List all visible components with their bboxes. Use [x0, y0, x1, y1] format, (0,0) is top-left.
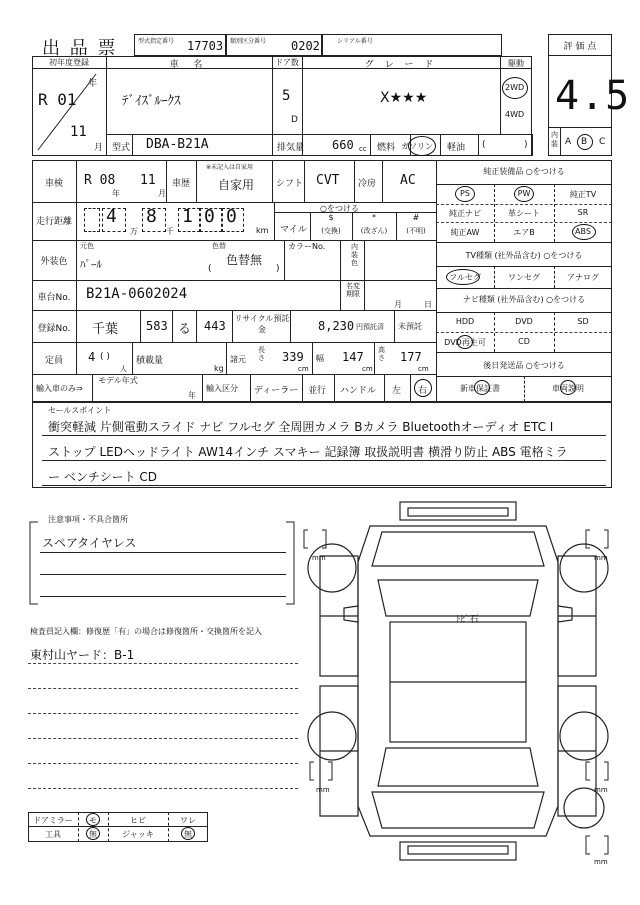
fuel-diesel: 軽油 — [447, 143, 466, 153]
import-label: 輸入車のみ⇒ — [36, 384, 83, 393]
mileage-digit-3: 8 — [146, 206, 157, 227]
shaken-year-unit: 年 — [112, 189, 120, 198]
notes-label: 注意事項・不具合箇所 — [48, 515, 128, 524]
interior-b: B — [581, 137, 588, 147]
tools-label: 工具 — [45, 830, 61, 839]
equip-abs-circle — [572, 224, 596, 240]
color-paren-close: ) — [276, 264, 280, 274]
class-no-box — [226, 34, 322, 56]
fuel-gasoline: ガソリン — [401, 142, 433, 151]
tv-fullseg-circle — [446, 269, 480, 285]
mileage-man: 万 — [130, 227, 138, 236]
replace-star: * — [372, 213, 376, 222]
first-reg-slash — [32, 68, 106, 156]
class-no-value: 0202 — [291, 39, 320, 53]
tools-value: 無 — [89, 830, 97, 839]
replace-star-sub: (改ざん) — [360, 227, 388, 235]
equip-tv: 純正TV — [569, 190, 597, 199]
inspector-label: 検査員記入欄：修復歴「有」の場合は修復箇所・交換箇所を記入 — [30, 627, 262, 636]
jack-label: ジャッキ — [122, 830, 154, 839]
interior-color-label: 内装色 — [351, 243, 358, 267]
equip-leather: 革シート — [508, 209, 540, 218]
later-warranty-circle — [474, 380, 490, 395]
equip-navi: 純正ナビ — [449, 209, 481, 218]
car-damage-diagram — [300, 496, 630, 896]
mirror-crack-label: ヒビ — [130, 816, 146, 825]
frame-label: 車台No. — [37, 293, 71, 303]
height-value: 177 — [400, 350, 422, 364]
mirror-break-label: ワレ — [180, 816, 196, 825]
recycle-label: リサイクル預託金 — [234, 314, 290, 334]
displacement-label: 排気量 — [277, 143, 305, 153]
equip-pw-circle — [514, 186, 534, 202]
length-unit: cm — [298, 365, 309, 373]
inspector-text: 東村山ヤード：B-1 — [30, 648, 135, 662]
height-unit: cm — [418, 365, 429, 373]
handle-right: 右 — [418, 386, 428, 396]
handle-right-circle — [414, 379, 432, 397]
recycle-none: 未預託 — [398, 322, 422, 331]
serial-box — [322, 34, 502, 56]
drive-2wd-circle — [502, 77, 528, 99]
import-parallel: 並行 — [308, 386, 327, 396]
notes-bracket — [28, 518, 298, 608]
displacement-value: 660 — [332, 138, 354, 152]
handle-label: ハンドル — [340, 386, 377, 396]
replace-hash-sub: (不明) — [406, 227, 426, 235]
navi-dvd: DVD — [515, 317, 533, 326]
later-manual: 車両説明 — [552, 384, 584, 393]
shaken-era: R 08 — [84, 173, 116, 188]
mile-label: マイル — [280, 225, 307, 235]
navi-hdd: HDD — [455, 317, 475, 326]
color-paren-open: ( — [208, 264, 212, 274]
tread-mm-front-right: mm — [594, 554, 608, 562]
capacity-value: 4 — [88, 350, 96, 364]
equip-sr: SR — [577, 208, 589, 217]
car-name-value: ﾃﾞｲｽﾞﾙｰｸｽ — [122, 94, 181, 109]
first-reg-month: 11 — [70, 124, 87, 140]
color-change-label: 色替 — [212, 242, 226, 250]
equip-aw: 純正AW — [450, 228, 480, 237]
mileage-digit-6: 0 — [226, 206, 237, 227]
drive-label: 駆動 — [508, 59, 524, 68]
width-value: 147 — [342, 350, 364, 364]
interior-score-label: 内装 — [551, 131, 558, 148]
car-name-label: 車 名 — [169, 60, 209, 70]
class-no-label: 類別区分番号 — [230, 38, 267, 45]
history-note: ※未記入は自家用 — [206, 164, 254, 171]
width-unit: cm — [362, 365, 373, 373]
navi-sd: SD — [577, 317, 589, 326]
navi-cd: CD — [518, 337, 530, 346]
tv-oneseg: ワンセグ — [508, 273, 540, 282]
fuel-paren-close: ) — [524, 140, 528, 150]
later-manual-circle — [560, 380, 576, 395]
grade-value: X★★★ — [380, 90, 428, 106]
length-label: 長さ — [258, 346, 265, 362]
dims-label: 諸元 — [230, 355, 246, 364]
mileage-digit-5: 0 — [204, 206, 215, 227]
later-header: 後日発送品 ○をつける — [483, 361, 565, 370]
shaken-label: 車検 — [44, 179, 63, 189]
import-dealer: ディーラー — [254, 386, 299, 396]
damage-mark-chip: ﾄﾋﾞ石 — [456, 615, 479, 625]
replace-header: ○をつける — [320, 204, 359, 213]
mirror-motor: モ — [89, 816, 97, 825]
door-type: D — [291, 115, 298, 125]
jack-value: 無 — [184, 830, 192, 839]
model-no-value: 17703 — [187, 39, 224, 53]
mirror-motor-circle — [86, 813, 100, 826]
replace-dollar: $ — [328, 213, 334, 222]
history-label: 車歴 — [172, 179, 191, 189]
reg-num: 443 — [204, 319, 226, 333]
equip-pw: PW — [517, 189, 531, 198]
name-change-month: 月 — [394, 300, 402, 309]
first-reg-year-unit: 年 — [88, 79, 98, 89]
model-year-label: モデル年式 — [98, 376, 138, 385]
capacity-label: 定員 — [44, 356, 63, 366]
color-no-label: カラーNo. — [288, 242, 326, 251]
recycle-value: 8,230 — [318, 319, 355, 333]
sales-line-1: 衝突軽減 片側電動スライド ナビ フルセグ 全周囲カメラ Bカメラ Bluetoothオーディオ ETC I — [48, 420, 554, 434]
navi-dvd-play-circle — [457, 335, 473, 349]
name-change-day: 日 — [424, 300, 432, 309]
mirror-label: ドアミラー — [33, 816, 73, 825]
later-warranty: 新車保証書 — [460, 384, 500, 393]
tread-mm-rear-left: mm — [316, 786, 330, 794]
navi-header: ナビ種類 (社外品含む) ○をつける — [462, 295, 586, 304]
color-orig-value: ﾊﾟｰﾙ — [80, 258, 102, 271]
navi-dvd-play: DVD再生可 — [444, 338, 486, 347]
load-unit: kg — [214, 364, 224, 373]
reg-area: 千葉 — [92, 322, 119, 337]
shift-value: CVT — [316, 173, 340, 188]
serial-label: シリアル番号 — [337, 38, 373, 45]
length-value: 339 — [282, 350, 304, 364]
handle-left: 左 — [392, 386, 402, 396]
capacity-unit: 人 — [120, 365, 127, 373]
color-orig-label: 元色 — [80, 242, 94, 250]
notes-text: スペアタイヤレス — [42, 536, 137, 550]
type-value: DBA-B21A — [146, 137, 209, 152]
tread-mm-front-left: mm — [312, 554, 326, 562]
reg-class: 583 — [146, 319, 168, 333]
equip-ps-circle — [455, 186, 475, 202]
fuel-label: 燃料 — [377, 143, 396, 153]
tv-analog: アナログ — [567, 273, 599, 282]
tread-mm-spare: mm — [594, 858, 608, 866]
tv-fullseg: フルセグ — [449, 273, 481, 282]
color-change-value: 色替無 — [226, 253, 263, 267]
mileage-digit-4: 1 — [182, 206, 193, 227]
frame-value: B21A-0602024 — [86, 286, 188, 302]
color-label: 外装色 — [40, 257, 68, 267]
first-reg-label: 初年度登録 — [49, 58, 89, 67]
first-reg-month-unit: 月 — [94, 143, 104, 153]
name-change-label: 名変期限 — [346, 282, 360, 298]
height-label: 高さ — [378, 346, 385, 362]
model-year-unit: 年 — [188, 391, 196, 400]
shift-label: シフト — [276, 179, 304, 189]
import-type-label: 輸入区分 — [206, 384, 238, 393]
ac-value: AC — [400, 173, 416, 188]
replace-dollar-sub: (交換) — [321, 227, 341, 235]
equip-airbag: エアB — [513, 228, 535, 237]
equip-ps: PS — [460, 189, 470, 198]
model-no-box — [134, 34, 226, 56]
tv-header: TV種類 (社外品含む) ○をつける — [465, 251, 583, 260]
score-box — [548, 34, 631, 156]
score-label: 評 価 点 — [563, 42, 597, 52]
fuel-gasoline-circle — [408, 136, 436, 156]
reg-label: 登録No. — [37, 324, 71, 334]
grade-label: グ レ ー ド — [364, 60, 438, 70]
recycle-unit: 円預託済 — [356, 323, 384, 331]
interior-a: A — [565, 137, 572, 147]
width-label: 幅 — [316, 354, 324, 363]
doors-label: ドア数 — [275, 58, 299, 67]
mileage-digit-2: 4 — [106, 206, 117, 227]
form-title: 出 品 票 — [42, 38, 118, 59]
shaken-month: 11 — [140, 173, 156, 188]
load-label: 積載量 — [136, 356, 164, 366]
first-reg-era-year: R 01 — [38, 90, 77, 109]
equip-abs: ABS — [575, 227, 591, 236]
drive-4wd: 4WD — [505, 110, 525, 119]
replace-hash: # — [412, 213, 420, 222]
fuel-paren-open: ( — [482, 140, 486, 150]
score-value: 4.5 — [555, 73, 631, 119]
history-value: 自家用 — [218, 178, 255, 192]
type-label: 型式 — [112, 143, 131, 153]
model-no-label: 型式指定番号 — [138, 38, 175, 45]
drive-2wd: 2WD — [505, 83, 525, 92]
displacement-unit: cc — [359, 145, 367, 153]
sales-line-2: ストップ LEDヘッドライト AW14インチ スマキー 記録簿 取扱説明書 横滑り防止 ABS 電格ミラ — [48, 445, 568, 459]
mileage-label: 走行距離 — [35, 217, 72, 227]
ac-label: 冷房 — [358, 179, 377, 189]
tools-circle — [86, 827, 100, 840]
interior-b-circle — [577, 134, 593, 150]
genuine-header: 純正装備品 ○をつける — [483, 167, 565, 176]
mileage-sen: 千 — [166, 227, 174, 236]
shaken-month-unit: 月 — [158, 189, 166, 198]
jack-circle — [181, 827, 195, 840]
mileage-unit: km — [256, 226, 269, 235]
reg-kana: る — [178, 322, 192, 337]
sales-label: セールスポイント — [48, 406, 112, 415]
interior-c: C — [599, 137, 606, 147]
tread-mm-rear-right: mm — [594, 786, 608, 794]
capacity-paren: ( ) — [100, 352, 110, 362]
doors-value: 5 — [282, 88, 291, 104]
sales-line-3: ー ベンチシート CD — [48, 470, 158, 484]
